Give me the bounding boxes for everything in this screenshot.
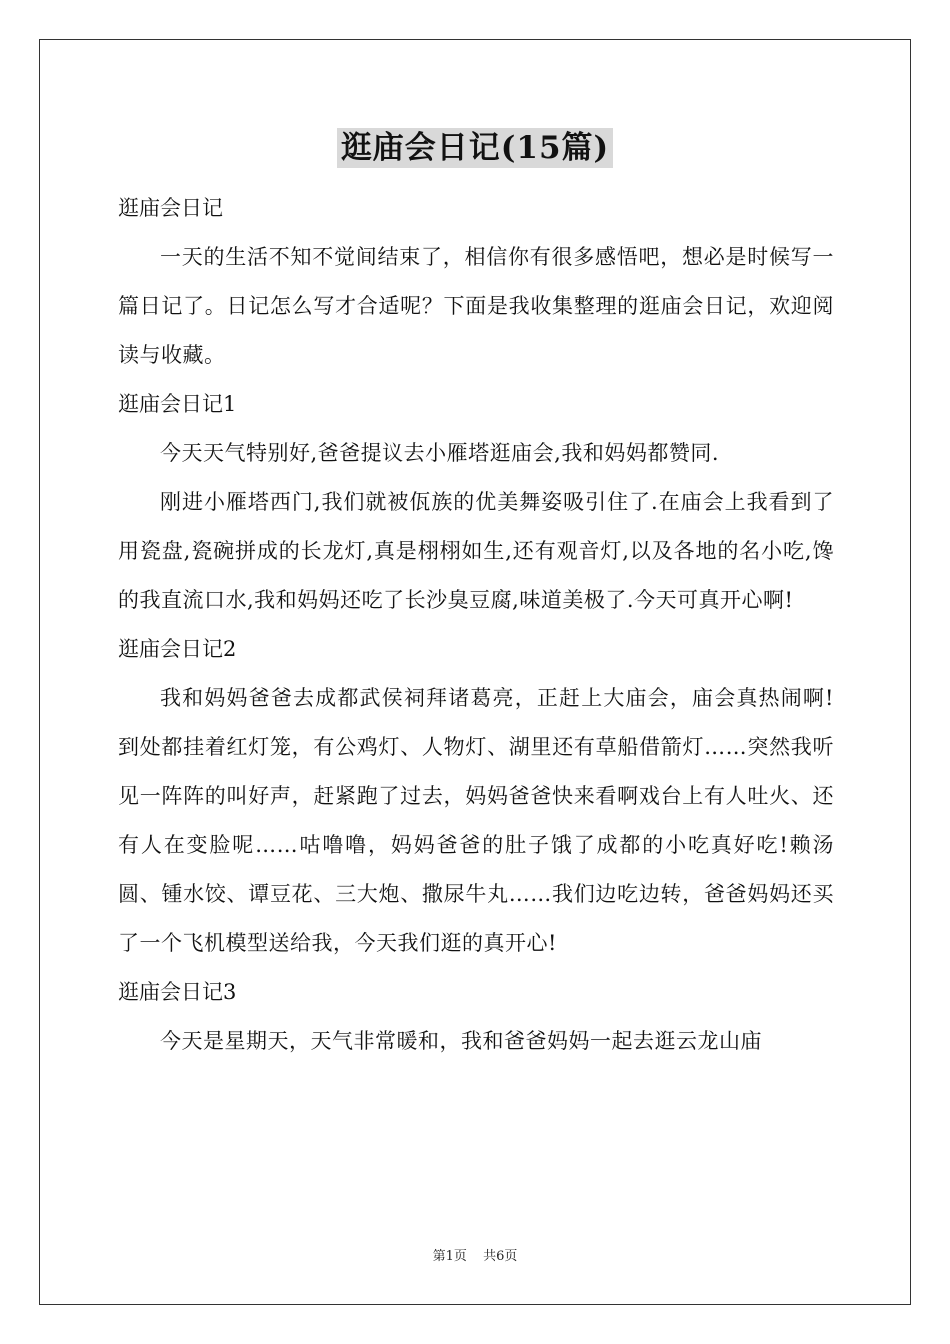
paragraph: 今天天气特别好,爸爸提议去小雁塔逛庙会,我和妈妈都赞同. <box>160 441 720 465</box>
title-container <box>0 128 950 168</box>
paragraph: 今天是星期天，天气非常暖和，我和爸爸妈妈一起去逛云龙山庙 <box>160 1029 762 1053</box>
page-number-total: 共6页 <box>483 1249 518 1264</box>
section-heading: 逛庙会日记 <box>118 196 223 220</box>
page-number-current: 第1页 <box>432 1249 467 1264</box>
section-heading: 逛庙会日记1 <box>118 392 237 416</box>
paragraph: 我和妈妈爸爸去成都武侯祠拜诸葛亮，正赶上大庙会，庙会真热闹啊!到处都挂着红灯笼，有公鸡灯、人物灯、湖里还有草船借箭灯……突然我听见一阵阵的叫好声，赶紧跑了过去，妈妈爸爸快来看啊戏台上有人吐火、还有人在变脸呢……咕噜噜，妈妈爸爸的肚子饿了成都的小吃真好吃!赖汤圆、锺水饺、谭豆花、三大炮、撒尿牛丸……我们边吃边转，爸爸妈妈还买了一个飞机模型送给我，今天我们逛的真开心! <box>118 686 834 955</box>
page-footer <box>0 1245 950 1264</box>
paragraph: 一天的生活不知不觉间结束了，相信你有很多感悟吧，想必是时候写一篇日记了。日记怎么写才合适呢？下面是我收集整理的逛庙会日记，欢迎阅读与收藏。 <box>118 245 834 367</box>
section-heading: 逛庙会日记2 <box>118 637 237 661</box>
document-title: 逛庙会日记(15篇) <box>337 128 613 168</box>
document-body <box>118 184 834 1066</box>
paragraph: 刚进小雁塔西门,我们就被佤族的优美舞姿吸引住了.在庙会上我看到了用瓷盘,瓷碗拼成的长龙灯,真是栩栩如生,还有观音灯,以及各地的名小吃,馋的我直流口水,我和妈妈还吃了长沙臭豆腐,味道美极了.今天可真开心啊! <box>118 490 834 612</box>
section-heading: 逛庙会日记3 <box>118 980 237 1004</box>
